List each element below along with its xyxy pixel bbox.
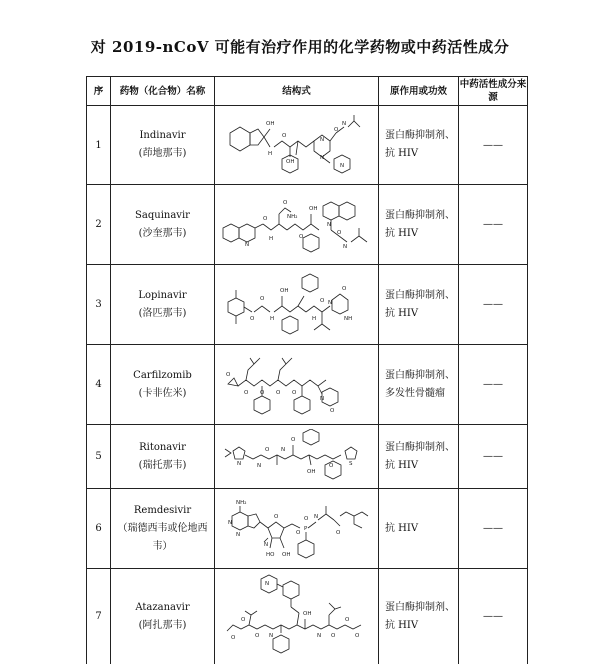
svg-text:N: N — [268, 632, 273, 639]
saquinavir-structure — [219, 190, 375, 260]
svg-text:NH₂: NH₂ — [286, 213, 297, 220]
svg-text:O: O — [336, 229, 341, 236]
drug-name-cn: (沙奎那韦) — [138, 227, 187, 239]
drug-name — [111, 489, 215, 569]
table-row — [87, 106, 528, 185]
header-source: 中药活性成分来源 — [459, 77, 528, 106]
source-cell: —— — [459, 106, 528, 185]
structure-cell — [215, 489, 379, 569]
row-index: 5 — [87, 425, 111, 489]
svg-text:O: O — [319, 297, 324, 304]
svg-text:O: O — [243, 389, 248, 396]
action-cell: 抗 HIV — [379, 489, 459, 569]
drug-name — [111, 106, 215, 185]
drug-name-cn: (洛匹那韦) — [138, 307, 187, 319]
svg-text:N: N — [319, 137, 324, 143]
svg-text:H: H — [311, 315, 316, 322]
svg-text:N: N — [256, 462, 261, 469]
svg-text:O: O — [303, 515, 308, 522]
drug-name-cn: (瑞托那韦) — [138, 459, 187, 471]
table-row — [87, 569, 528, 664]
lopinavir-structure — [222, 270, 372, 340]
svg-text:O: O — [264, 446, 269, 453]
drug-name-en: Ritonavir — [139, 441, 186, 453]
svg-text:N: N — [319, 395, 324, 402]
drug-name — [111, 185, 215, 265]
svg-text:N: N — [235, 531, 240, 538]
svg-text:O: O — [329, 407, 334, 414]
svg-text:O: O — [298, 233, 303, 240]
svg-text:O: O — [341, 285, 346, 292]
svg-text:OH: OH — [285, 159, 294, 165]
svg-text:N: N — [280, 446, 285, 453]
svg-text:N: N — [313, 513, 318, 520]
table-row — [87, 425, 528, 489]
svg-text:NH₂: NH₂ — [235, 499, 246, 506]
svg-text:S: S — [348, 460, 352, 467]
svg-text:O: O — [259, 295, 264, 302]
carfilzomib-structure — [222, 350, 372, 420]
header-structure: 结构式 — [215, 77, 379, 106]
structure-cell — [215, 569, 379, 664]
drug-name-en: Saquinavir — [135, 209, 190, 221]
svg-text:N: N — [263, 541, 268, 548]
ritonavir-structure — [221, 429, 373, 485]
svg-text:N: N — [341, 121, 346, 127]
structure-cell — [215, 265, 379, 345]
drug-name-cn: （瑞德西韦或伦地西韦） — [117, 522, 208, 552]
drug-name — [111, 345, 215, 425]
row-index: 4 — [87, 345, 111, 425]
svg-text:O: O — [262, 215, 267, 222]
source-cell: —— — [459, 345, 528, 425]
source-cell: —— — [459, 265, 528, 345]
atazanavir-structure — [221, 573, 373, 661]
svg-text:H: H — [269, 315, 274, 322]
action-cell: 蛋白酶抑制剂、抗 HIV — [379, 425, 459, 489]
indinavir-structure — [222, 111, 372, 179]
svg-text:N: N — [316, 632, 321, 639]
source-cell: —— — [459, 185, 528, 265]
svg-text:N: N — [227, 519, 232, 526]
svg-text:OH: OH — [302, 610, 311, 617]
svg-text:O: O — [335, 529, 340, 536]
drug-name — [111, 425, 215, 489]
svg-text:N: N — [339, 163, 344, 169]
svg-text:O: O — [354, 632, 359, 639]
source-cell: —— — [459, 425, 528, 489]
svg-text:N: N — [264, 580, 269, 587]
action-cell: 蛋白酶抑制剂、多发性骨髓瘤 — [379, 345, 459, 425]
structure-cell — [215, 106, 379, 185]
svg-text:O: O — [295, 529, 300, 536]
table-row — [87, 185, 528, 265]
action-cell: 蛋白酶抑制剂、抗 HIV — [379, 265, 459, 345]
svg-text:O: O — [328, 462, 333, 469]
row-index: 7 — [87, 569, 111, 664]
source-cell: —— — [459, 489, 528, 569]
svg-text:OH: OH — [265, 121, 274, 127]
drug-name-en: Lopinavir — [138, 289, 187, 301]
svg-text:O: O — [230, 634, 235, 641]
drug-name-cn: (阿扎那韦) — [138, 619, 187, 631]
drug-name — [111, 569, 215, 664]
structure-cell — [215, 345, 379, 425]
action-cell: 蛋白酶抑制剂、抗 HIV — [379, 185, 459, 265]
row-index: 3 — [87, 265, 111, 345]
header-action: 原作用或功效 — [379, 77, 459, 106]
svg-text:N: N — [327, 299, 332, 306]
svg-text:N: N — [236, 460, 241, 467]
svg-text:H: H — [268, 235, 273, 242]
svg-text:HO: HO — [265, 551, 274, 558]
svg-text:P: P — [303, 525, 307, 532]
svg-text:N: N — [319, 155, 324, 161]
svg-text:O: O — [254, 632, 259, 639]
svg-text:OH: OH — [281, 551, 290, 558]
svg-text:N: N — [244, 241, 249, 248]
header-name: 药物（化合物）名称 — [111, 77, 215, 106]
drug-name — [111, 265, 215, 345]
svg-text:OH: OH — [308, 205, 317, 212]
header-index: 序 — [87, 77, 111, 106]
svg-text:O: O — [291, 389, 296, 396]
svg-text:O: O — [240, 616, 245, 623]
page-title: 对 2019-nCoV 可能有治疗作用的化学药物或中药活性成分 — [90, 38, 510, 56]
drug-name-cn: (茚地那韦) — [138, 148, 187, 159]
row-index: 1 — [87, 106, 111, 185]
action-cell: 蛋白酶抑制剂、抗 HIV — [379, 106, 459, 185]
source-cell: —— — [459, 569, 528, 664]
svg-text:H: H — [267, 151, 272, 157]
svg-text:O: O — [259, 389, 264, 396]
drug-name-en: Indinavir — [139, 130, 186, 141]
drug-table — [86, 76, 528, 664]
svg-text:O: O — [249, 315, 254, 322]
svg-text:O: O — [275, 389, 280, 396]
svg-text:O: O — [330, 632, 335, 639]
row-index: 6 — [87, 489, 111, 569]
svg-text:OH: OH — [306, 468, 315, 475]
svg-text:O: O — [281, 133, 286, 139]
action-cell: 蛋白酶抑制剂、抗 HIV — [379, 569, 459, 664]
svg-text:O: O — [225, 371, 230, 378]
drug-name-en: Carfilzomib — [133, 369, 192, 381]
table-row — [87, 489, 528, 569]
remdesivir-structure — [222, 494, 372, 564]
drug-name-en: Remdesivir — [133, 504, 192, 516]
drug-name-en: Atazanavir — [135, 601, 190, 613]
row-index: 2 — [87, 185, 111, 265]
svg-text:O: O — [273, 513, 278, 520]
svg-text:O: O — [344, 616, 349, 623]
svg-text:NH: NH — [343, 315, 352, 322]
table-row — [87, 265, 528, 345]
structure-cell — [215, 185, 379, 265]
table-header-row — [87, 77, 528, 106]
drug-name-cn: (卡非佐米) — [138, 387, 187, 399]
table-row — [87, 345, 528, 425]
structure-cell — [215, 425, 379, 489]
svg-text:N: N — [326, 221, 331, 228]
svg-text:OH: OH — [279, 287, 288, 294]
svg-text:N: N — [342, 243, 347, 250]
svg-text:O: O — [290, 436, 295, 443]
svg-text:O: O — [282, 199, 287, 206]
svg-text:O: O — [333, 127, 338, 133]
